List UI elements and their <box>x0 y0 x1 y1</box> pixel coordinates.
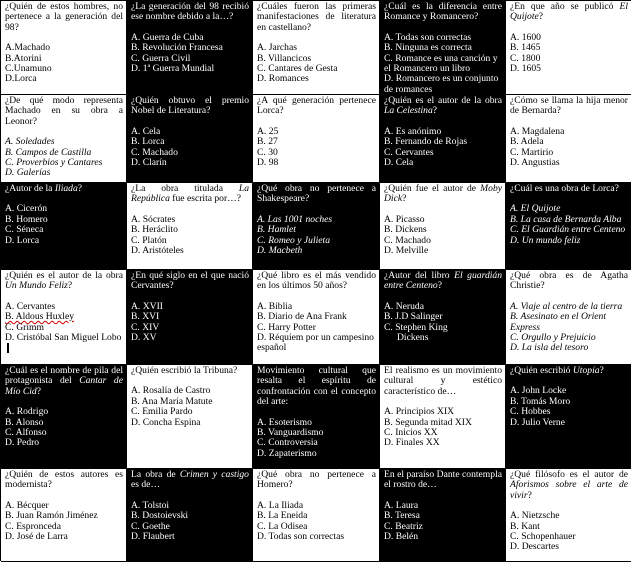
question-segment: ¿Qué obra es de Agatha Christie? <box>510 270 628 292</box>
question-segment: ¿Quién escribió <box>510 365 573 376</box>
answer-option-text: B. Adela <box>510 136 544 148</box>
question-segment: ¿Quién es el autor de la obra <box>384 95 502 106</box>
question-text <box>5 271 123 292</box>
answer-option-text: D. Romances <box>257 73 309 85</box>
question-segment: ? <box>432 105 438 117</box>
question-text <box>5 2 123 33</box>
answer-option <box>257 333 376 354</box>
answer-option-text: A. Todas son correctas <box>384 31 472 43</box>
answer-option-text: C. Stephen King <box>384 321 448 333</box>
answer-option-text: A. Principios XIX <box>384 406 455 418</box>
answer-option <box>5 74 123 84</box>
question-segment: ¿Quién escribió la Tribuna? <box>131 365 238 376</box>
answer-option-text: A. Neruda <box>384 300 424 312</box>
answer-option-text: D. Flaubert <box>131 531 175 543</box>
question-segment: ¿La obra titulada <box>131 183 239 194</box>
answer-option-text: C. XIV <box>131 321 160 333</box>
question-segment: ¿A qué generación pertenece Lorca? <box>257 95 376 117</box>
answer-option-text: B. Lorca <box>131 136 165 148</box>
question-segment: ¿Quién es el autor de la obra <box>5 270 123 281</box>
answer-option-text: C. Guerra Civil <box>131 52 191 64</box>
answer-option-text: B. XVI <box>131 311 160 323</box>
question-segment: ¿Qué obra no pertenece a Shakespeare? <box>257 183 376 205</box>
quiz-cell <box>127 95 253 183</box>
question-text <box>510 2 628 23</box>
answer-option-text: Dickens <box>397 332 429 344</box>
answer-option-text: B. Fernando de Rojas <box>384 136 468 148</box>
answer-option <box>131 246 249 256</box>
question-segment: ? <box>77 183 83 194</box>
answer-option <box>510 418 628 428</box>
question-segment: ¿Quién fue el autor de <box>384 183 481 194</box>
question-segment: Movimiento cultural que resalta el espíritu de confrontación con el concepto del arte: <box>257 365 376 408</box>
answer-option-text: C. Cervantes <box>384 146 434 158</box>
question-segment: ¿Qué filósofo es el autor de <box>510 469 628 480</box>
answer-option <box>510 542 628 552</box>
answer-option-text: D. Belén <box>384 531 419 543</box>
quiz-cell <box>253 95 380 183</box>
answer-option-text: A. Es anónimo <box>384 125 442 137</box>
answer-option-text: A. Magdalena <box>510 125 565 137</box>
answer-option-text: C. El Guardián entre Centeno <box>510 224 626 236</box>
question-segment: ¿Quién obtuvo el premio Nobel de Literatura? <box>131 95 249 117</box>
question-text <box>384 366 502 397</box>
answer-option-text: C. Controversia <box>257 437 318 449</box>
answer-option-text: C. Machado <box>131 146 178 158</box>
answer-option-text: C. Beatriz <box>384 520 423 532</box>
answer-option-text: C. Goethe <box>131 520 170 532</box>
answer-option <box>510 236 628 246</box>
answer-option-text: D. Finales XX <box>384 437 440 449</box>
question-segment: Aforismos sobre el arte de vivir <box>510 479 628 501</box>
answer-option-text: A. 25 <box>257 125 279 137</box>
question-segment: fue escrita por…? <box>169 193 242 205</box>
answer-option-text: A. XVII <box>131 300 163 312</box>
answer-option-text: D. La isla del tesoro <box>510 342 589 354</box>
answer-option-text: C. Alfonso <box>5 427 47 439</box>
quiz-cell <box>506 95 631 183</box>
answer-option-text: C. Cantares de Gesta <box>257 63 338 75</box>
answer-option-text: B. Campos de Castilla <box>5 146 92 158</box>
answer-option <box>384 532 502 542</box>
answer-option-text: A. Bécquer <box>5 499 49 511</box>
answer-option-text: D. Melville <box>384 245 429 257</box>
quiz-cell <box>127 270 253 365</box>
question-text <box>5 184 123 194</box>
question-segment: La República <box>131 183 249 205</box>
quiz-cell <box>253 270 380 365</box>
question-text <box>257 470 376 491</box>
answer-option-text: A. Nietzsche <box>510 510 560 522</box>
question-segment: ¿Autor del libro <box>384 270 455 281</box>
answer-option-text: A. Sócrates <box>131 213 176 225</box>
answer-option-text: A. Laura <box>384 499 419 511</box>
answer-option-text: B. J.D Salinger <box>384 311 443 323</box>
question-segment: Moby Dick <box>384 183 502 205</box>
quiz-cell <box>1 1 127 95</box>
answer-option-text: A. Soledades <box>5 136 55 148</box>
quiz-cell <box>380 270 506 365</box>
question-segment: ? <box>402 193 407 205</box>
answer-option-text: C. Proverbios y Cantares <box>5 157 103 169</box>
question-segment: es de… <box>131 479 161 491</box>
question-segment: El realismo es un movimiento cultural y estético característico de… <box>384 365 502 397</box>
question-text <box>5 96 123 127</box>
question-text <box>510 271 628 292</box>
answer-option <box>384 333 502 343</box>
answer-option-text: B. Alonso <box>5 416 44 428</box>
question-text <box>131 470 249 491</box>
answer-option-text: D. Descartes <box>510 541 560 553</box>
answer-option-text: A.Machado <box>5 42 51 54</box>
answer-option <box>257 449 376 459</box>
answer-option-text: B. Revolución Francesa <box>131 42 223 54</box>
answer-option-text: D. Cristóbal San Miguel Lobo <box>5 332 122 344</box>
question-text <box>131 366 249 376</box>
question-text <box>384 271 502 292</box>
answer-option-text: D. Julio Verne <box>510 416 565 428</box>
answer-option-text: B. Aldous Huxley <box>5 311 75 323</box>
question-segment: Un Mundo Feliz <box>5 280 68 292</box>
quiz-cell <box>1 365 127 469</box>
answer-option-text: B. Diario de Ana Frank <box>257 311 347 323</box>
answer-option <box>257 158 376 168</box>
question-segment: ? <box>67 280 73 292</box>
answer-option-text: B. Teresa <box>384 510 420 522</box>
answer-option-text: A. John Locke <box>510 385 567 397</box>
answer-option <box>5 438 123 448</box>
answer-option <box>384 74 502 95</box>
answer-option <box>5 168 123 178</box>
answer-option <box>384 54 502 75</box>
question-segment: ¿En qué siglo en el que nació Cervantes? <box>131 270 249 292</box>
question-segment: ? <box>599 365 604 376</box>
question-segment: Utopía <box>572 365 600 376</box>
question-text <box>5 366 123 397</box>
answer-option-text: C. Platón <box>131 234 167 246</box>
question-segment: ? <box>437 280 442 292</box>
quiz-cell <box>380 469 506 562</box>
question-segment: ¿Autor de la <box>5 183 55 194</box>
answer-option-text: B. Homero <box>5 213 48 225</box>
answer-option <box>510 158 628 168</box>
answer-option-text: D. Clarín <box>131 157 167 169</box>
question-segment: ¿Cómo se llama la hija menor de Bernarda? <box>510 95 628 117</box>
question-segment: ¿Cuáles fueron las primeras manifestaciones de literatura en castellano? <box>257 1 376 33</box>
answer-option-text: D. 1605 <box>510 63 541 75</box>
quiz-cell <box>253 469 380 562</box>
answer-option <box>384 158 502 168</box>
answer-option-text: A. Guerra de Cuba <box>131 31 204 43</box>
answer-option <box>510 343 628 353</box>
quiz-cell <box>380 1 506 95</box>
answer-option <box>131 64 249 74</box>
answer-option-text: A. Cicerón <box>5 203 48 215</box>
answer-option-text: B. Heráclito <box>131 224 178 236</box>
answer-option-text: D. Cela <box>384 157 414 169</box>
question-segment: Iliada <box>54 183 78 194</box>
answer-option-text: A. Las 1001 noches <box>257 213 333 225</box>
question-segment: ¿En que año se publicó <box>510 1 620 12</box>
question-segment: ¿Cuál es una obra de Lorca? <box>510 183 619 194</box>
answer-option-text: D. José de Larra <box>5 531 68 543</box>
question-segment: ¿Quién de estos hombres, no pertenece a la generación del 98? <box>5 1 123 33</box>
answer-option-text: B. La Eneida <box>257 510 308 522</box>
answer-option-text: D. Réquiem por un campesino español <box>257 332 374 354</box>
question-text <box>131 271 249 292</box>
question-segment: ? <box>527 489 532 501</box>
quiz-cell <box>127 183 253 270</box>
question-segment: ? <box>538 11 544 23</box>
question-text <box>131 2 249 23</box>
question-segment: ¿Cuál es el nombre de pila del protagonista del <box>5 365 123 387</box>
quiz-cell <box>253 183 380 270</box>
answer-option-text: A. Cela <box>131 125 161 137</box>
answer-option-text: D. Macbeth <box>257 245 303 257</box>
answer-option-text: B. Tomás Moro <box>510 395 571 407</box>
answer-option-text: A. Cervantes <box>5 300 56 312</box>
question-text <box>510 96 628 117</box>
answer-option-text: A. Rosalía de Castro <box>131 385 211 397</box>
answer-option-text: C. Espronceda <box>5 520 61 532</box>
quiz-cell <box>506 183 631 270</box>
question-segment: Crimen y castigo <box>179 469 249 480</box>
answer-option-text: A. Picasso <box>384 213 425 225</box>
answer-option-text: D. 98 <box>257 157 279 169</box>
answer-option-text: A. Biblia <box>257 300 293 312</box>
answer-option-text: A. Jarchas <box>257 42 297 54</box>
answer-option-text: C. Romance es una canción y el Romancero un libro <box>384 52 498 75</box>
answer-option-text: B. Kant <box>510 520 540 532</box>
answer-option-text: B. Ninguna es correcta <box>384 42 472 54</box>
answer-option-text: C. Séneca <box>5 224 44 236</box>
question-text <box>510 366 628 376</box>
question-segment: ¿La generación del 98 recibió ese nombre debido a la…? <box>131 1 249 23</box>
answer-option-text: C. 1800 <box>510 52 541 64</box>
answer-option-text: C. Emilia Pardo <box>131 406 193 418</box>
question-segment: En el paraíso Dante contempla el rostro de… <box>384 469 502 491</box>
answer-option-text: C. Romeo y Julieta <box>257 234 330 246</box>
question-text <box>131 184 249 205</box>
question-segment: ¿Qué obra no pertenece a Homero? <box>257 469 376 491</box>
question-text <box>384 470 502 491</box>
answer-option-text: C. Schopenhauer <box>510 531 576 543</box>
question-segment: ¿Cuál es la diferencia entre Romance y Romancero? <box>384 1 502 23</box>
answer-option-text: D. Romancero es un conjunto de romances <box>384 73 499 95</box>
answer-option <box>5 236 123 246</box>
quiz-cell <box>380 183 506 270</box>
answer-option-text: B. Hamlet <box>257 224 296 236</box>
answer-option-text: B. 27 <box>257 136 278 148</box>
answer-option-text: A. El Quijote <box>510 203 561 215</box>
quiz-cell <box>506 469 631 562</box>
answer-option-text: B. Segunda mitad XIX <box>384 416 472 428</box>
quiz-cell <box>1 183 127 270</box>
answer-option-text: B. 1465 <box>510 42 541 54</box>
answer-option-text: C. Inicios XX <box>384 427 438 439</box>
answer-option-text: B. Asesinato en el Orient Express <box>510 311 607 333</box>
answer-option <box>131 158 249 168</box>
answer-option-text: D. Zapaterismo <box>257 447 317 459</box>
answer-option <box>510 64 628 74</box>
question-segment: El guardián entre Centeno <box>384 270 502 292</box>
answer-option <box>510 312 628 333</box>
answer-option-text: D.Lorca <box>5 73 37 85</box>
answer-option <box>257 74 376 84</box>
answer-option-text: A. Viaje al centro de la tierra <box>510 300 623 312</box>
quiz-cell <box>380 365 506 469</box>
answer-option-text: D. 1ª Guerra Mundial <box>131 63 215 75</box>
question-text <box>257 366 376 408</box>
question-text <box>510 184 628 194</box>
answer-option <box>131 333 249 343</box>
question-segment: El Quijote <box>510 1 628 23</box>
answer-option <box>131 532 249 542</box>
answer-option <box>257 532 376 542</box>
answer-option-text: D. XV <box>131 332 157 344</box>
question-segment: La obra de <box>131 469 180 480</box>
question-segment: ¿Qué libro es el más vendido en los últimos 50 años? <box>257 270 376 292</box>
answer-option-text: C.Unamuno <box>5 63 52 75</box>
answer-option <box>384 438 502 448</box>
question-segment: ¿De qué modo representa Machado en su obra a Leonor? <box>5 95 123 127</box>
answer-option-text: C. 30 <box>257 146 278 158</box>
answer-option <box>257 246 376 256</box>
answer-option-text: B. Villancicos <box>257 52 312 64</box>
answer-option-text: D. Angustias <box>510 157 560 169</box>
answer-option-text: B. Ana María Matute <box>131 395 213 407</box>
quiz-cell <box>253 1 380 95</box>
answer-option <box>5 532 123 542</box>
answer-option-text: C. Harry Potter <box>257 321 316 333</box>
answer-option-text: A. Rodrigo <box>5 406 49 418</box>
question-text <box>131 96 249 117</box>
quiz-cell <box>1 469 127 562</box>
question-text <box>5 470 123 491</box>
answer-option-text: B. Juan Ramón Jiménez <box>5 510 98 522</box>
quiz-cell <box>506 365 631 469</box>
answer-option-text: B. Vanguardismo <box>257 427 324 439</box>
question-text <box>257 2 376 33</box>
answer-option-text: B.Atorini <box>5 52 42 64</box>
answer-option <box>384 246 502 256</box>
question-segment: ¿Quién de estos autores es modernista? <box>5 469 123 491</box>
answer-option-text: C. Martirio <box>510 146 554 158</box>
answer-option-text: D. Lorca <box>5 234 40 246</box>
quiz-cell <box>127 469 253 562</box>
quiz-cell <box>506 270 631 365</box>
answer-option <box>5 333 123 356</box>
question-segment: La Celestina <box>384 105 433 117</box>
quiz-cell <box>1 270 127 365</box>
question-text <box>384 2 502 23</box>
question-text <box>384 184 502 205</box>
question-segment: Cantar de Mío Cid <box>5 375 123 397</box>
answer-option-text: C. Machado <box>384 234 431 246</box>
answer-option-text: A. La Iliada <box>257 499 304 511</box>
quiz-cell <box>380 95 506 183</box>
question-segment: ? <box>36 385 41 397</box>
answer-option-text: A. 1600 <box>510 31 541 43</box>
answer-option-text: B. La casa de Bernarda Alba <box>510 213 622 225</box>
answer-option-text: C. Grimm <box>5 321 44 333</box>
quiz-cell <box>253 365 380 469</box>
answer-option-text: A. Tolstoi <box>131 499 170 511</box>
answer-option <box>131 418 249 428</box>
answer-option-text: D. Concha Espina <box>131 416 201 428</box>
answer-option-text: C. La Odisea <box>257 520 308 532</box>
answer-option-text: D. Aristóteles <box>131 245 184 257</box>
answer-option-text: D. Un mundo feliz <box>510 234 581 246</box>
answer-option-text: A. Esoterismo <box>257 416 312 428</box>
text-cursor <box>7 343 9 353</box>
answer-option-text: D. Todas son correctas <box>257 531 345 543</box>
question-text <box>384 96 502 117</box>
answer-option-text: C. Hobbes <box>510 406 551 418</box>
quiz-cell <box>127 365 253 469</box>
question-text <box>257 184 376 205</box>
question-text <box>257 96 376 117</box>
answer-option-text: B. Dostoievski <box>131 510 189 522</box>
question-text <box>510 470 628 501</box>
answer-option-text: B. Dickens <box>384 224 427 236</box>
quiz-cell <box>506 1 631 95</box>
answer-option-text: D. Galerías <box>5 167 51 179</box>
question-text <box>257 271 376 292</box>
answer-option-text: D. Pedro <box>5 437 40 449</box>
quiz-cell <box>127 1 253 95</box>
answer-option-text: C. Orgullo y Prejuicio <box>510 332 596 344</box>
quiz-cell <box>1 95 127 183</box>
